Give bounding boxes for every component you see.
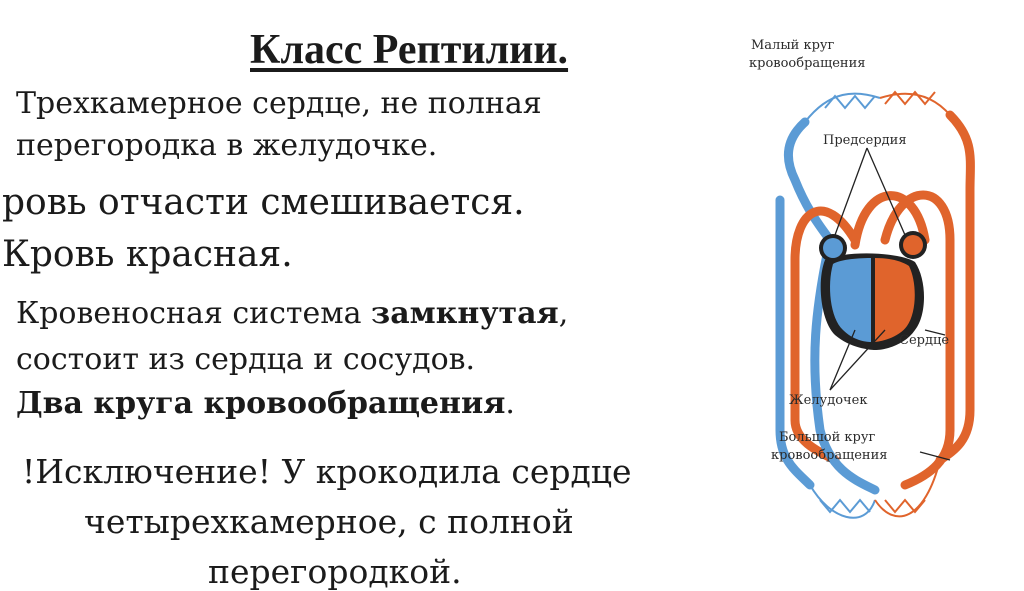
label-small-circle-2: кровообращения	[749, 56, 866, 71]
text-line-5-start: Кровеносная система	[16, 296, 372, 331]
label-atria: Предсердия	[823, 133, 907, 148]
text-line-5-end: ,	[558, 296, 569, 331]
exception-line-1: !Исключение! У крокодила сердце	[22, 452, 632, 491]
text-line-7-end: .	[505, 386, 515, 421]
text-line-3: ровь отчасти смешивается.	[2, 182, 525, 223]
page-title: Класс Рептилии.	[250, 27, 569, 73]
descending-artery	[905, 430, 950, 485]
text-line-7-bold: Два круга кровообращения	[16, 386, 506, 421]
text-line-6: состоит из сердца и сосудов.	[16, 342, 476, 377]
label-small-circle-1: Малый круг	[751, 38, 835, 53]
label-ventricle: Желудочек	[789, 393, 868, 408]
pulmonary-vein-loop	[940, 115, 970, 460]
text-line-5	[16, 296, 568, 331]
label-big-circle-2: кровообращения	[771, 448, 888, 463]
text-line-5-bold: замкнутая	[371, 296, 559, 331]
circulation-diagram	[735, 30, 1015, 560]
label-heart: Сердце	[899, 333, 950, 348]
exception-line-3: перегородкой.	[208, 552, 462, 591]
label-big-circle-1: Большой круг	[779, 430, 876, 445]
lung-capillaries	[805, 92, 950, 122]
exception-line-2: четырехкамерное, с полной	[84, 502, 574, 541]
text-line-1: Трехкамерное сердце, не полная	[16, 86, 542, 121]
text-line-7	[16, 386, 515, 421]
circulation-svg	[735, 30, 1015, 560]
text-line-4: Кровь красная.	[2, 234, 293, 275]
text-line-2: перегородка в желудочке.	[16, 128, 438, 163]
